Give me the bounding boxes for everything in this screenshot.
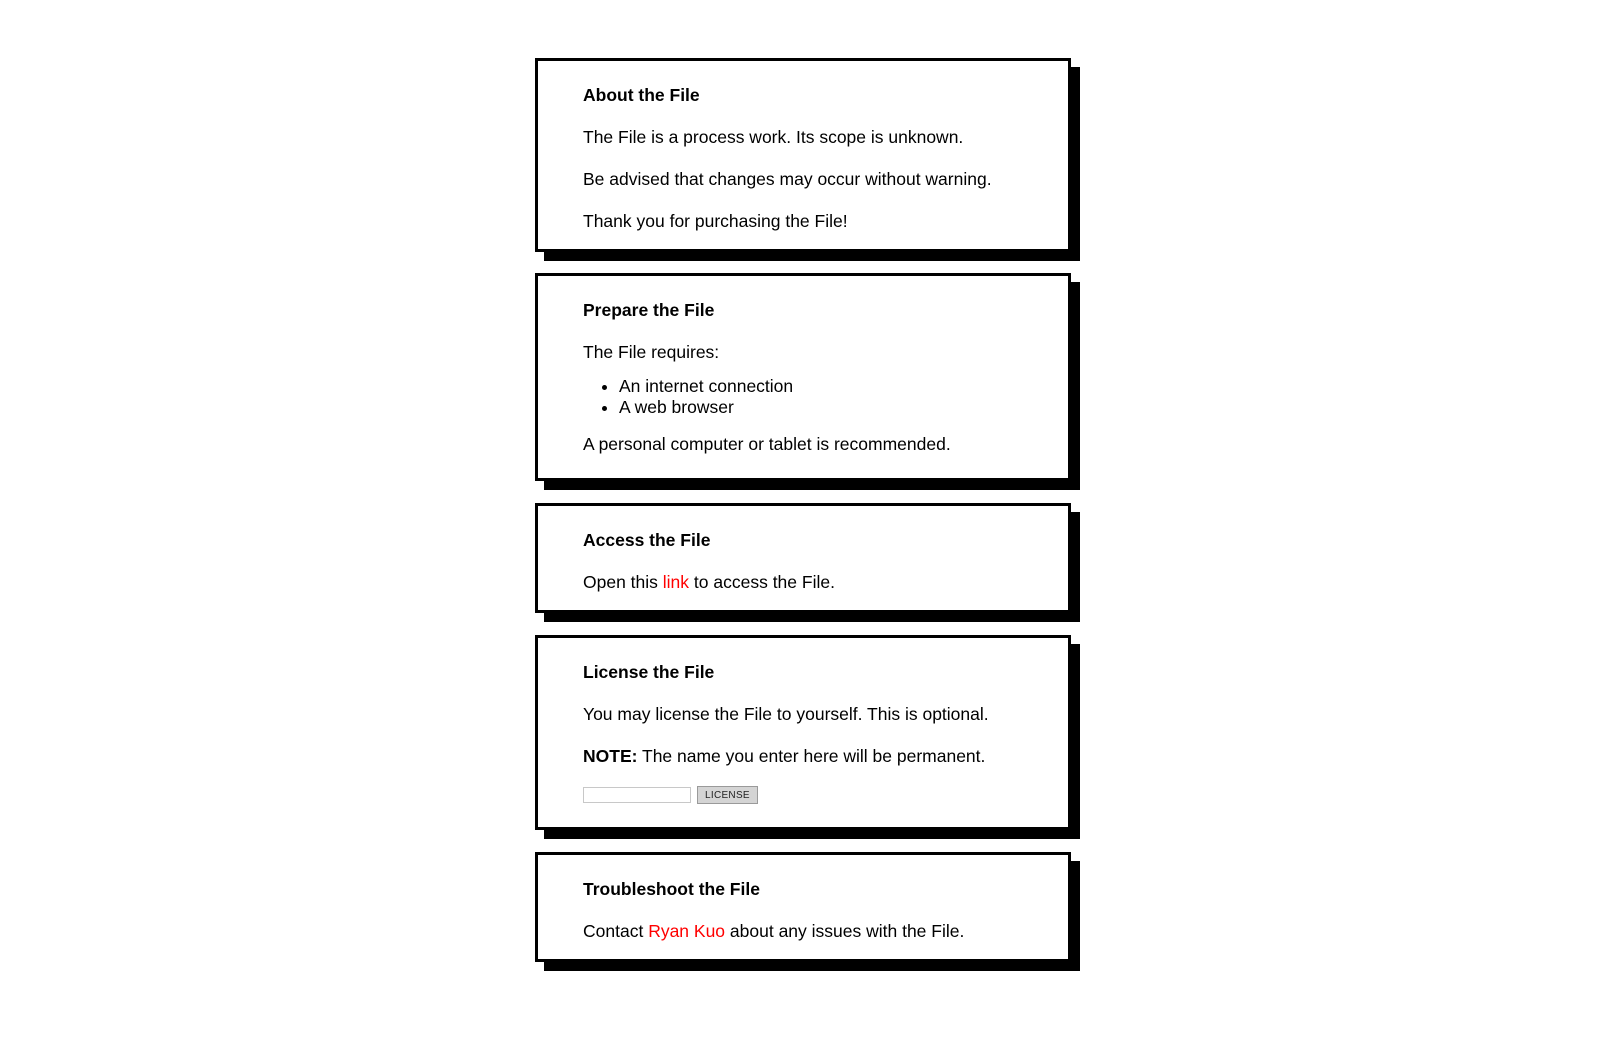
troubleshoot-card bbox=[535, 852, 1071, 962]
list-item: • An internet connection bbox=[619, 376, 1048, 397]
license-form bbox=[583, 786, 1048, 804]
about-line-1: The File is a process work. Its scope is unknown. bbox=[583, 127, 964, 147]
about-line-3: Thank you for purchasing the File! bbox=[583, 211, 848, 231]
license-title: License the File bbox=[583, 662, 715, 682]
access-card bbox=[535, 503, 1071, 613]
contact-link[interactable]: Ryan Kuo bbox=[648, 921, 726, 941]
license-name-input[interactable] bbox=[583, 787, 691, 803]
license-note bbox=[583, 744, 1048, 768]
license-text: You may license the File to yourself. This is optional. bbox=[583, 704, 989, 724]
troubleshoot-text-after: about any issues with the File. bbox=[725, 921, 965, 941]
prepare-title: Prepare the File bbox=[583, 300, 715, 320]
license-card bbox=[535, 635, 1071, 830]
access-link[interactable]: link bbox=[662, 572, 690, 592]
about-title: About the File bbox=[583, 85, 700, 105]
troubleshoot-text-before: Contact bbox=[583, 921, 649, 941]
prepare-note: A personal computer or tablet is recommended. bbox=[583, 434, 951, 454]
access-title: Access the File bbox=[583, 530, 711, 550]
list-item: • A web browser bbox=[619, 397, 1048, 418]
access-text-after: to access the File. bbox=[689, 572, 835, 592]
troubleshoot-text bbox=[583, 919, 1048, 943]
troubleshoot-title: Troubleshoot the File bbox=[583, 879, 760, 899]
prepare-card bbox=[535, 273, 1071, 481]
access-text bbox=[583, 570, 1048, 594]
about-card bbox=[535, 58, 1071, 252]
access-text-before: Open this bbox=[583, 572, 663, 592]
about-line-2: Be advised that changes may occur without warning. bbox=[583, 169, 992, 189]
license-note-label: NOTE: bbox=[583, 746, 638, 766]
prepare-intro: The File requires: bbox=[583, 342, 720, 362]
license-button[interactable]: LICENSE bbox=[697, 786, 758, 804]
license-note-text: The name you enter here will be permanent. bbox=[637, 746, 986, 766]
requirements-list bbox=[583, 376, 1048, 418]
